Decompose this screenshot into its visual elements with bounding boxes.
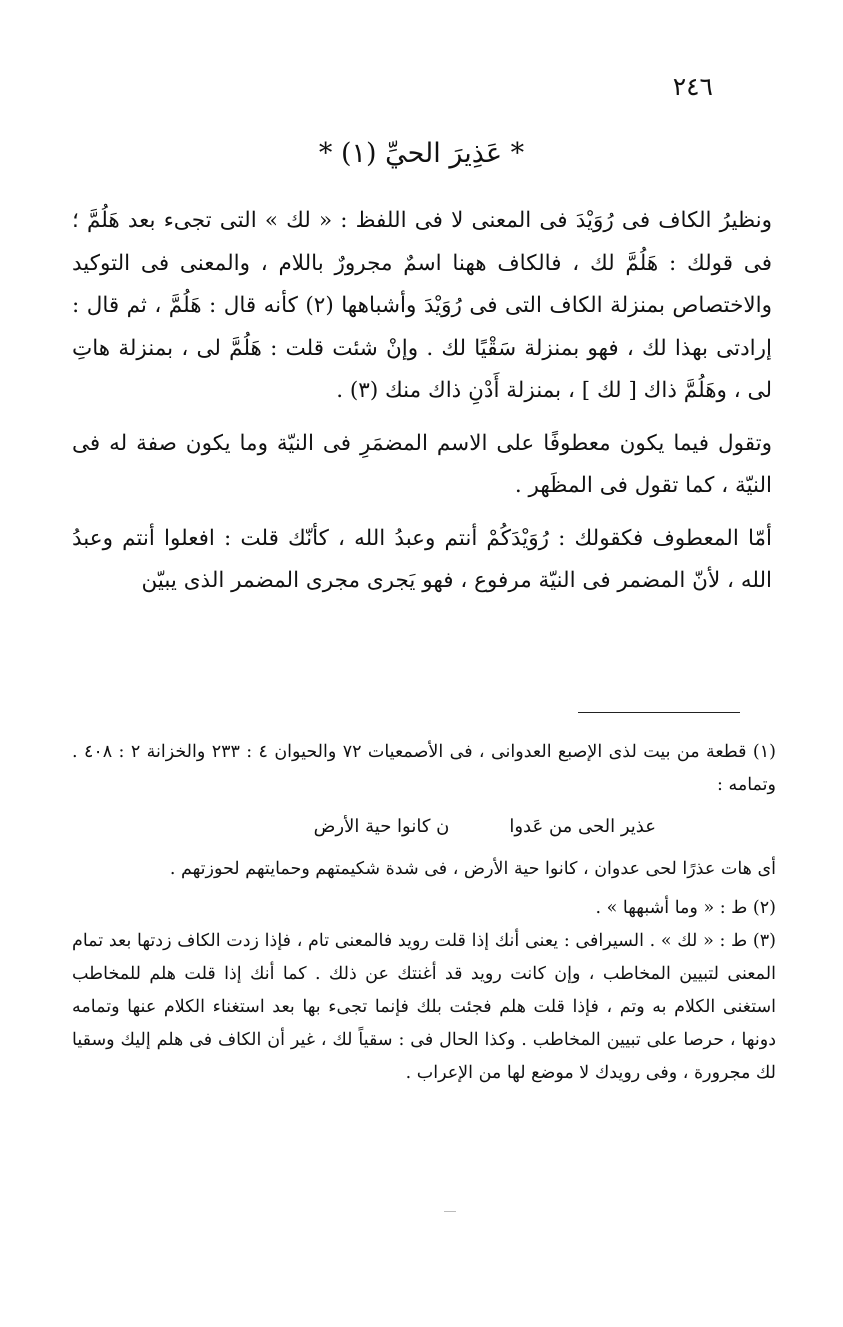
verse-line xyxy=(72,810,776,843)
main-text xyxy=(72,200,772,613)
verse-second-hemistich: ن كانوا حية الأرض xyxy=(313,816,450,837)
footnote-2: (٢) ط : « وما أشبهها » . xyxy=(595,898,776,918)
page-number: ٢٤٦ xyxy=(672,72,713,101)
section-title: * عَذِيرَ الحيِّ (١) * xyxy=(318,138,525,169)
footnote-3: (٣) ط : « لك » . السيرافى : يعنى أنك إذا قلت رويد فالمعنى تام ، فإذا زدت الكاف زدتها بعد تمام المعنى لتبيين المخاطب ، وإن كانت رويد قد أغنتك عن ذلك . كما أنك إذا قلت هلم للمخاطب استغنى الكلام به وتم ، فإذا قلت هلم فجئت بلك فإنما تجىء بها بعد استغناء الكلام عنها وتمامه دونها ، حرصا على تبيين المخاطب . وكذا الحال فى : سقياً لك ، غير أن الكاف فى هلم إليك وسقيا لك مجرورة ، وفى رويدك لا موضع لها من الإعراب . xyxy=(72,931,776,1083)
footnote-1-explanation: أى هات عذرًا لحى عدوان ، كانوا حية الأرض ، فى شدة شكيمتهم وحمايتهم لحوزتهم . xyxy=(169,859,776,879)
footnotes xyxy=(72,736,776,1090)
verse-first-hemistich: عذير الحى من عَدوا xyxy=(509,816,656,837)
footnote-divider xyxy=(578,712,740,713)
paragraph: وتقول فيما يكون معطوفًا على الاسم المضمَرِ فى النيّة وما يكون صفة له فى النيّة ، كما تقول فى المظَهر . xyxy=(72,430,772,498)
paragraph: ونظيرُ الكاف فى رُوَيْدَ فى المعنى لا فى اللفظ : « لك » التى تجىء بعد هَلُمَّ ؛ فى قولك : هَلُمَّ لك ، فالكاف ههنا اسمٌ مجرورٌ باللام ، والمعنى فى التوكيد والاختصاص بمنزلة الكاف التى فى رُوَيْدَ وأشباهها (٢) كأنه قال : هَلُمَّ ، ثم قال : إرادتى بهذا لك ، فهو بمنزلة سَقْيًا لك . وإنْ شئت قلت : هَلُمَّ لى ، بمنزلة هاتِ لى ، وهَلُمَّ ذاك [ لك ] ، بمنزلة أَدْنِ ذاك منك (٣) . xyxy=(72,208,773,403)
footnote-1: (١) قطعة من بيت لذى الإصبع العدوانى ، فى الأصمعيات ٧٢ والحيوان ٤ : ٢٣٣ والخزانة ٢ : ٤٠٨ . وتمامه : xyxy=(72,742,776,795)
paragraph: أمّا المعطوف فكقولك : رُوَيْدَكُمْ أنتم وعبدُ الله ، كأنّك قلت : افعلوا أنتم وعبدُ الله ، لأنّ المضمر فى النيّة مرفوع ، فهو يَجرى مجرى المضمر الذى يبيّن xyxy=(72,525,772,593)
scan-mark xyxy=(444,1211,456,1212)
